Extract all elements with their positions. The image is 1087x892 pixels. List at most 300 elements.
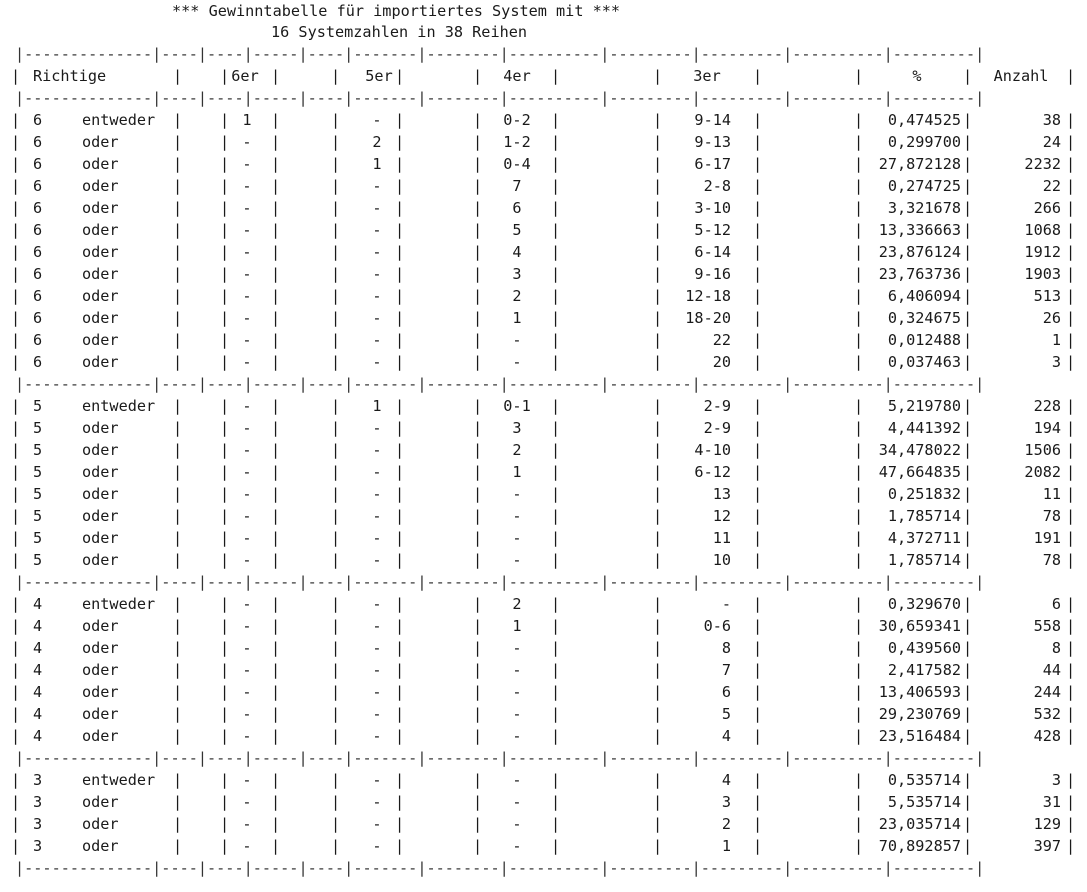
column-rule: |: [854, 265, 864, 283]
column-rule: |: [963, 771, 973, 789]
header-6er: 6er: [231, 67, 259, 85]
cell-3er: 18-20: [685, 309, 731, 327]
column-rule: |: [473, 837, 483, 855]
column-rule: |: [854, 419, 864, 437]
column-rule: |: [271, 837, 281, 855]
cell-5er: -: [372, 331, 382, 349]
column-rule: |: [331, 111, 341, 129]
cell-entweder-oder: oder: [82, 507, 119, 525]
column-rule: |: [551, 287, 561, 305]
cell-5er: -: [372, 661, 382, 679]
cell-5er: 1: [372, 397, 382, 415]
cell-richtige: 6: [33, 331, 43, 349]
cell-3er: 2-9: [703, 397, 731, 415]
cell-anzahl: 1068: [1024, 221, 1061, 239]
column-rule: |: [220, 309, 230, 327]
cell-3er: 12: [712, 507, 731, 525]
cell-4er: 3: [512, 265, 522, 283]
column-rule: |: [753, 243, 763, 261]
column-rule: |: [753, 155, 763, 173]
cell-5er: -: [372, 837, 382, 855]
column-rule: |: [395, 507, 405, 525]
cell-6er: -: [242, 837, 252, 855]
group-rule: |--------------|----|----|-----|----|-------|--------|----------|---------|---------|----------|---------|: [15, 749, 985, 767]
cell-5er: -: [372, 771, 382, 789]
cell-4er: 2: [512, 595, 522, 613]
column-rule: |: [963, 683, 973, 701]
column-rule: |: [963, 485, 973, 503]
column-rule: |: [220, 639, 230, 657]
column-rule: |: [173, 133, 183, 151]
cell-4er: 7: [512, 177, 522, 195]
column-rule: |: [11, 177, 21, 195]
header-3er: 3er: [693, 67, 721, 85]
column-rule: |: [653, 727, 663, 745]
cell-5er: -: [372, 683, 382, 701]
column-rule: |: [173, 309, 183, 327]
cell-5er: -: [372, 705, 382, 723]
cell-5er: -: [372, 529, 382, 547]
column-rule: |: [395, 309, 405, 327]
cell-percent: 0,535714: [887, 771, 961, 789]
cell-entweder-oder: oder: [82, 287, 119, 305]
cell-anzahl: 397: [1033, 837, 1061, 855]
column-rule: |: [963, 419, 973, 437]
cell-3er: 9-13: [694, 133, 731, 151]
column-rule: |: [11, 287, 21, 305]
column-rule: |: [854, 485, 864, 503]
column-rule: |: [220, 837, 230, 855]
table-row: [11, 153, 1087, 175]
table-row: [11, 527, 1087, 549]
column-rule: |: [173, 661, 183, 679]
column-rule: |: [331, 155, 341, 173]
column-rule: |: [395, 67, 405, 85]
column-rule: |: [331, 177, 341, 195]
column-rule: |: [551, 639, 561, 657]
cell-percent: 0,439560: [887, 639, 961, 657]
cell-entweder-oder: oder: [82, 837, 119, 855]
column-rule: |: [854, 287, 864, 305]
column-rule: |: [173, 595, 183, 613]
column-rule: |: [854, 661, 864, 679]
column-rule: |: [473, 507, 483, 525]
column-rule: |: [220, 265, 230, 283]
cell-percent: 0,251832: [887, 485, 961, 503]
column-rule: |: [854, 639, 864, 657]
column-rule: |: [653, 639, 663, 657]
column-rule: |: [331, 595, 341, 613]
column-rule: |: [653, 111, 663, 129]
column-rule: |: [173, 331, 183, 349]
table-row: [11, 637, 1087, 659]
column-rule: |: [1066, 287, 1076, 305]
group-rule: |--------------|----|----|-----|----|-------|--------|----------|---------|---------|----------|---------|: [15, 573, 985, 591]
cell-richtige: 4: [33, 661, 43, 679]
cell-3er: 4: [721, 727, 731, 745]
cell-6er: -: [242, 617, 252, 635]
column-rule: |: [271, 441, 281, 459]
column-rule: |: [753, 771, 763, 789]
column-rule: |: [1066, 551, 1076, 569]
cell-percent: 29,230769: [878, 705, 961, 723]
column-rule: |: [854, 551, 864, 569]
column-rule: |: [220, 243, 230, 261]
column-rule: |: [1066, 485, 1076, 503]
column-rule: |: [963, 331, 973, 349]
cell-6er: -: [242, 529, 252, 547]
cell-anzahl: 194: [1033, 419, 1061, 437]
column-rule: |: [963, 353, 973, 371]
column-rule: |: [331, 221, 341, 239]
column-rule: |: [473, 397, 483, 415]
column-rule: |: [11, 507, 21, 525]
column-rule: |: [271, 265, 281, 283]
column-rule: |: [395, 837, 405, 855]
cell-anzahl: 513: [1033, 287, 1061, 305]
column-rule: |: [854, 595, 864, 613]
column-rule: |: [271, 397, 281, 415]
column-rule: |: [395, 551, 405, 569]
column-rule: |: [331, 67, 341, 85]
cell-4er: -: [512, 485, 522, 503]
column-rule: |: [551, 265, 561, 283]
column-rule: |: [473, 727, 483, 745]
table-row: [11, 681, 1087, 703]
table-title-line-1: *** Gewinntabelle für importiertes System mit ***: [172, 2, 621, 20]
column-rule: |: [551, 353, 561, 371]
column-rule: |: [395, 133, 405, 151]
column-rule: |: [1066, 177, 1076, 195]
cell-entweder-oder: oder: [82, 243, 119, 261]
column-rule: |: [331, 507, 341, 525]
column-rule: |: [473, 265, 483, 283]
cell-percent: 0,324675: [887, 309, 961, 327]
cell-3er: 4: [721, 771, 731, 789]
column-rule: |: [753, 485, 763, 503]
column-rule: |: [11, 265, 21, 283]
column-rule: |: [395, 705, 405, 723]
column-rule: |: [331, 463, 341, 481]
column-rule: |: [653, 815, 663, 833]
column-rule: |: [220, 793, 230, 811]
column-rule: |: [11, 199, 21, 217]
column-rule: |: [271, 551, 281, 569]
column-rule: |: [854, 793, 864, 811]
cell-6er: -: [242, 595, 252, 613]
column-rule: |: [963, 199, 973, 217]
column-rule: |: [551, 133, 561, 151]
cell-anzahl: 24: [1042, 133, 1061, 151]
column-rule: |: [220, 661, 230, 679]
column-rule: |: [551, 463, 561, 481]
column-rule: |: [473, 67, 483, 85]
column-rule: |: [331, 331, 341, 349]
column-rule: |: [395, 243, 405, 261]
column-rule: |: [653, 485, 663, 503]
column-rule: |: [1066, 529, 1076, 547]
column-rule: |: [11, 617, 21, 635]
cell-6er: -: [242, 661, 252, 679]
table-header-rule: |--------------|----|----|-----|----|-------|--------|----------|---------|---------|----------|---------|: [15, 89, 985, 107]
column-rule: |: [653, 397, 663, 415]
cell-4er: -: [512, 529, 522, 547]
column-rule: |: [963, 507, 973, 525]
header-4er: 4er: [503, 67, 531, 85]
cell-percent: 3,321678: [887, 199, 961, 217]
column-rule: |: [220, 177, 230, 195]
column-rule: |: [331, 397, 341, 415]
cell-6er: -: [242, 419, 252, 437]
cell-richtige: 6: [33, 309, 43, 327]
column-rule: |: [11, 639, 21, 657]
column-rule: |: [963, 551, 973, 569]
cell-5er: -: [372, 353, 382, 371]
column-rule: |: [1066, 705, 1076, 723]
column-rule: |: [653, 199, 663, 217]
cell-6er: -: [242, 155, 252, 173]
column-rule: |: [1066, 221, 1076, 239]
column-rule: |: [963, 177, 973, 195]
column-rule: |: [854, 67, 864, 85]
column-rule: |: [551, 441, 561, 459]
column-rule: |: [271, 661, 281, 679]
column-rule: |: [854, 727, 864, 745]
column-rule: |: [551, 617, 561, 635]
column-rule: |: [271, 507, 281, 525]
cell-percent: 4,441392: [887, 419, 961, 437]
column-rule: |: [854, 815, 864, 833]
cell-4er: -: [512, 815, 522, 833]
cell-anzahl: 244: [1033, 683, 1061, 701]
column-rule: |: [220, 397, 230, 415]
column-rule: |: [331, 441, 341, 459]
column-rule: |: [963, 111, 973, 129]
cell-anzahl: 78: [1042, 507, 1061, 525]
column-rule: |: [331, 793, 341, 811]
cell-6er: -: [242, 353, 252, 371]
table-row: [11, 241, 1087, 263]
cell-entweder-oder: oder: [82, 639, 119, 657]
column-rule: |: [271, 683, 281, 701]
cell-entweder-oder: oder: [82, 199, 119, 217]
column-rule: |: [551, 331, 561, 349]
column-rule: |: [653, 177, 663, 195]
column-rule: |: [753, 199, 763, 217]
cell-5er: 1: [372, 155, 382, 173]
cell-6er: 1: [242, 111, 252, 129]
cell-5er: -: [372, 463, 382, 481]
column-rule: |: [331, 771, 341, 789]
cell-entweder-oder: oder: [82, 683, 119, 701]
column-rule: |: [551, 661, 561, 679]
cell-entweder-oder: oder: [82, 551, 119, 569]
column-rule: |: [473, 771, 483, 789]
column-rule: |: [551, 419, 561, 437]
column-rule: |: [854, 243, 864, 261]
column-rule: |: [11, 243, 21, 261]
cell-entweder-oder: oder: [82, 617, 119, 635]
column-rule: |: [11, 815, 21, 833]
cell-richtige: 6: [33, 199, 43, 217]
column-rule: |: [963, 815, 973, 833]
cell-5er: -: [372, 111, 382, 129]
header-anzahl: Anzahl: [993, 67, 1049, 85]
table-row: [11, 769, 1087, 791]
table-row: [11, 329, 1087, 351]
cell-entweder-oder: oder: [82, 133, 119, 151]
column-rule: |: [1066, 441, 1076, 459]
cell-4er: -: [512, 507, 522, 525]
cell-percent: 13,336663: [878, 221, 961, 239]
cell-richtige: 6: [33, 287, 43, 305]
cell-3er: 13: [712, 485, 731, 503]
cell-richtige: 4: [33, 595, 43, 613]
column-rule: |: [473, 419, 483, 437]
cell-4er: -: [512, 639, 522, 657]
cell-richtige: 3: [33, 793, 43, 811]
cell-percent: 5,535714: [887, 793, 961, 811]
column-rule: |: [395, 441, 405, 459]
cell-anzahl: 191: [1033, 529, 1061, 547]
column-rule: |: [11, 221, 21, 239]
cell-anzahl: 1: [1051, 331, 1061, 349]
cell-percent: 0,299700: [887, 133, 961, 151]
column-rule: |: [963, 705, 973, 723]
column-rule: |: [271, 199, 281, 217]
column-rule: |: [551, 837, 561, 855]
cell-4er: 1: [512, 617, 522, 635]
column-rule: |: [220, 771, 230, 789]
cell-5er: -: [372, 639, 382, 657]
column-rule: |: [220, 617, 230, 635]
column-rule: |: [473, 353, 483, 371]
column-rule: |: [653, 441, 663, 459]
column-rule: |: [473, 705, 483, 723]
cell-5er: -: [372, 617, 382, 635]
cell-4er: 1: [512, 309, 522, 327]
column-rule: |: [551, 705, 561, 723]
column-rule: |: [854, 155, 864, 173]
column-rule: |: [173, 463, 183, 481]
column-rule: |: [220, 111, 230, 129]
column-rule: |: [11, 793, 21, 811]
column-rule: |: [753, 287, 763, 305]
column-rule: |: [854, 617, 864, 635]
column-rule: |: [220, 463, 230, 481]
column-rule: |: [271, 529, 281, 547]
column-rule: |: [11, 837, 21, 855]
column-rule: |: [1066, 155, 1076, 173]
column-rule: |: [395, 683, 405, 701]
column-rule: |: [963, 441, 973, 459]
column-rule: |: [173, 485, 183, 503]
cell-5er: 2: [372, 133, 382, 151]
cell-richtige: 4: [33, 617, 43, 635]
column-rule: |: [11, 771, 21, 789]
column-rule: |: [653, 771, 663, 789]
column-rule: |: [1066, 331, 1076, 349]
cell-entweder-oder: oder: [82, 705, 119, 723]
cell-5er: -: [372, 441, 382, 459]
column-rule: |: [220, 221, 230, 239]
cell-richtige: 6: [33, 155, 43, 173]
column-rule: |: [473, 639, 483, 657]
cell-richtige: 4: [33, 683, 43, 701]
column-rule: |: [1066, 507, 1076, 525]
column-rule: |: [331, 485, 341, 503]
column-rule: |: [473, 199, 483, 217]
cell-3er: 12-18: [685, 287, 731, 305]
table-row: [11, 439, 1087, 461]
column-rule: |: [271, 287, 281, 305]
column-rule: |: [653, 507, 663, 525]
column-rule: |: [173, 771, 183, 789]
cell-3er: 6-17: [694, 155, 731, 173]
cell-richtige: 4: [33, 639, 43, 657]
column-rule: |: [1066, 595, 1076, 613]
table-row: [11, 505, 1087, 527]
column-rule: |: [395, 661, 405, 679]
cell-richtige: 4: [33, 727, 43, 745]
column-rule: |: [395, 793, 405, 811]
table-row: [11, 703, 1087, 725]
column-rule: |: [271, 177, 281, 195]
column-rule: |: [854, 397, 864, 415]
cell-4er: 0-1: [503, 397, 531, 415]
column-rule: |: [753, 419, 763, 437]
column-rule: |: [173, 199, 183, 217]
column-rule: |: [753, 133, 763, 151]
column-rule: |: [473, 177, 483, 195]
cell-5er: -: [372, 177, 382, 195]
cell-5er: -: [372, 265, 382, 283]
cell-5er: -: [372, 595, 382, 613]
cell-4er: -: [512, 771, 522, 789]
cell-entweder-oder: oder: [82, 815, 119, 833]
column-rule: |: [220, 595, 230, 613]
column-rule: |: [753, 595, 763, 613]
column-rule: |: [395, 155, 405, 173]
column-rule: |: [395, 529, 405, 547]
column-rule: |: [331, 529, 341, 547]
cell-4er: 0-2: [503, 111, 531, 129]
table-row: [11, 197, 1087, 219]
table-row: [11, 593, 1087, 615]
cell-anzahl: 6: [1051, 595, 1061, 613]
cell-6er: -: [242, 177, 252, 195]
column-rule: |: [173, 793, 183, 811]
win-table-document: [11, 0, 1087, 879]
column-rule: |: [753, 507, 763, 525]
cell-6er: -: [242, 507, 252, 525]
cell-richtige: 6: [33, 221, 43, 239]
column-rule: |: [963, 265, 973, 283]
column-rule: |: [551, 793, 561, 811]
column-rule: |: [331, 199, 341, 217]
column-rule: |: [331, 837, 341, 855]
cell-anzahl: 3: [1051, 353, 1061, 371]
column-rule: |: [753, 661, 763, 679]
column-rule: |: [220, 67, 230, 85]
column-rule: |: [271, 111, 281, 129]
cell-richtige: 6: [33, 265, 43, 283]
cell-percent: 27,872128: [878, 155, 961, 173]
table-row: [11, 307, 1087, 329]
column-rule: |: [854, 507, 864, 525]
column-rule: |: [473, 551, 483, 569]
column-rule: |: [854, 111, 864, 129]
